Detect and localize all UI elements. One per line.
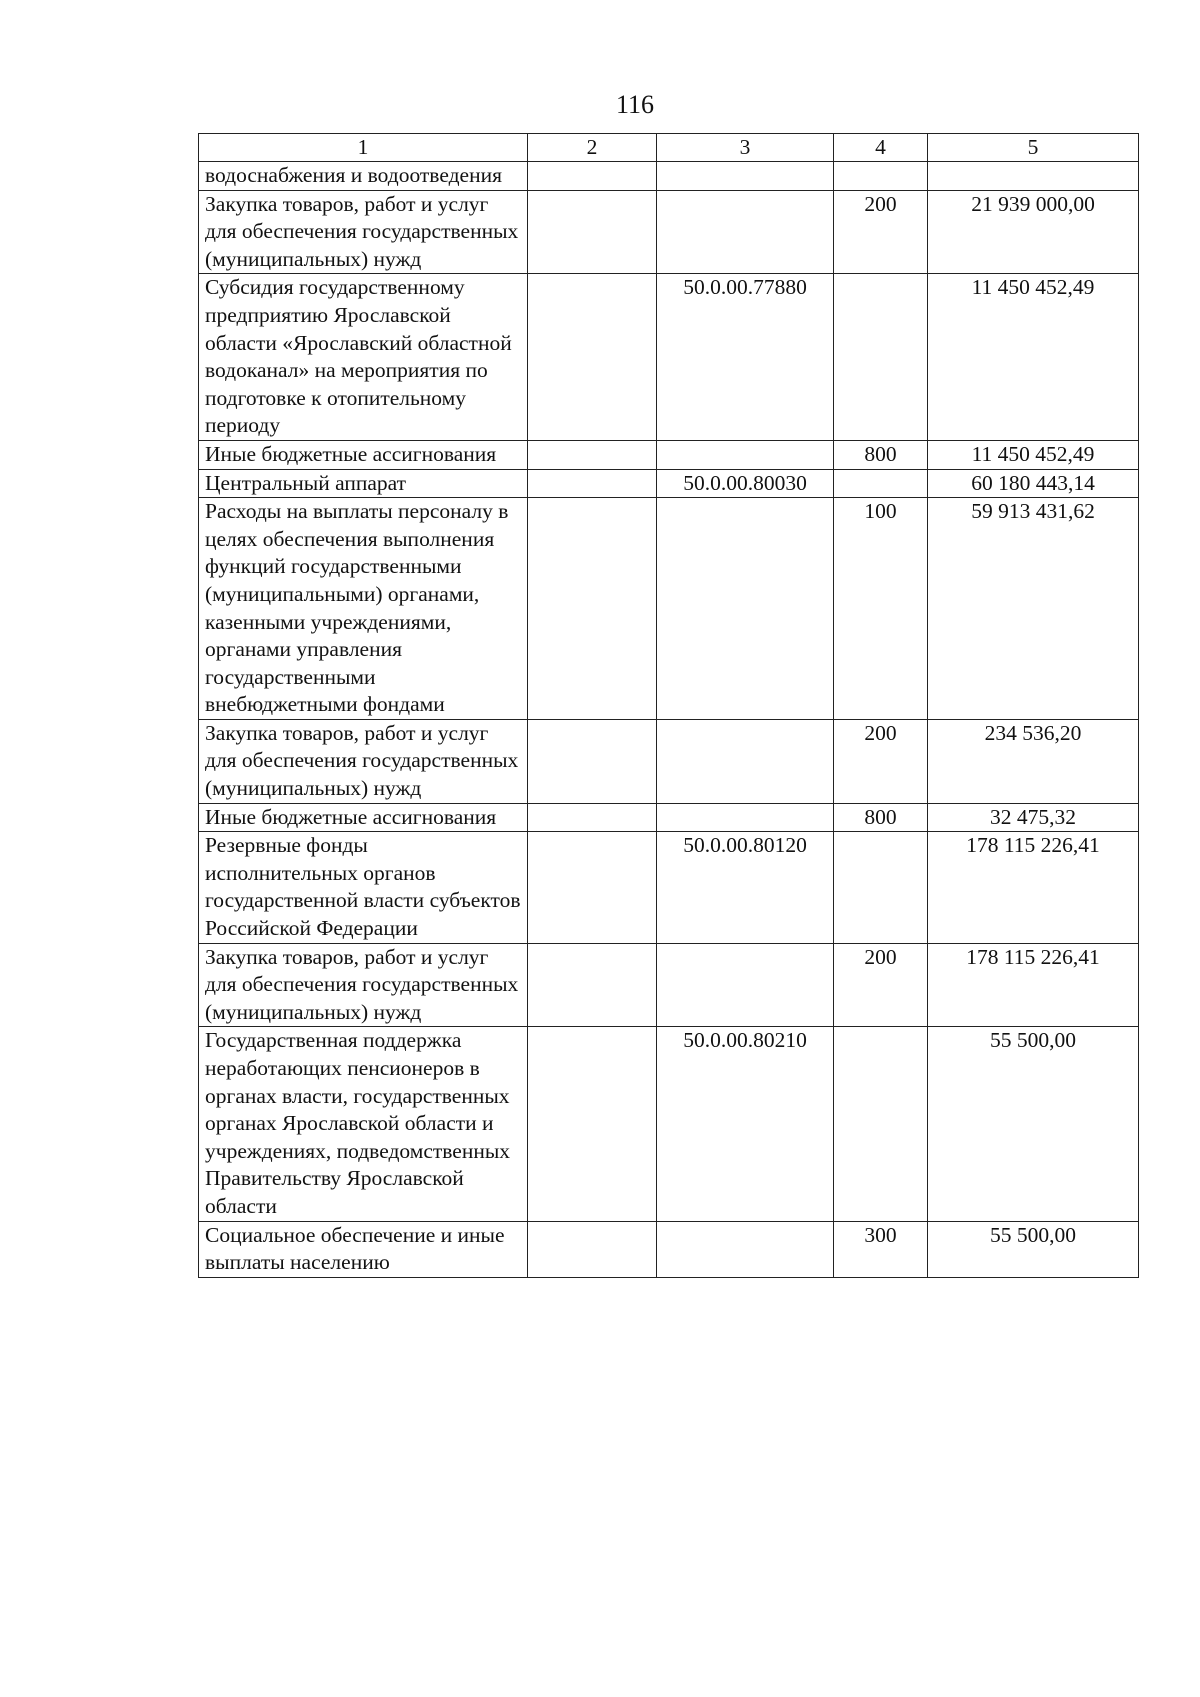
row-amount-cell	[928, 162, 1139, 191]
row-col2-cell	[528, 274, 657, 441]
row-col2-cell	[528, 1027, 657, 1221]
row-code-cell	[657, 719, 834, 803]
row-type-cell: 200	[834, 943, 928, 1027]
row-name-cell: Резервные фонды исполнительных органов государственной власти субъектов Российской Федерации	[199, 832, 528, 943]
table-row	[199, 469, 1139, 498]
row-type-cell: 100	[834, 498, 928, 720]
column-header-4: 4	[834, 134, 928, 162]
page-number: 116	[615, 90, 655, 119]
row-code-cell	[657, 1221, 834, 1277]
row-type-cell: 200	[834, 190, 928, 274]
table-row	[199, 943, 1139, 1027]
row-col2-cell	[528, 803, 657, 832]
row-code-cell	[657, 943, 834, 1027]
row-name-cell: Закупка товаров, работ и услуг для обеспечения государственных (муниципальных) нужд	[199, 943, 528, 1027]
row-type-cell	[834, 162, 928, 191]
row-name-cell: Закупка товаров, работ и услуг для обеспечения государственных (муниципальных) нужд	[199, 190, 528, 274]
budget-table	[198, 133, 1139, 1278]
row-col2-cell	[528, 190, 657, 274]
row-amount-cell: 32 475,32	[928, 803, 1139, 832]
row-type-cell: 200	[834, 719, 928, 803]
row-amount-cell: 11 450 452,49	[928, 440, 1139, 469]
row-name-cell: Закупка товаров, работ и услуг для обеспечения государственных (муниципальных) нужд	[199, 719, 528, 803]
row-col2-cell	[528, 162, 657, 191]
column-header-5: 5	[928, 134, 1139, 162]
column-header-1: 1	[199, 134, 528, 162]
table-row	[199, 832, 1139, 943]
row-code-cell	[657, 440, 834, 469]
table-row	[199, 190, 1139, 274]
row-amount-cell: 55 500,00	[928, 1221, 1139, 1277]
row-name-cell: Расходы на выплаты персоналу в целях обеспечения выполнения функций государственными (муниципальными) органами, казенными учреждениями, органами управления государственными внебюджетными фондами	[199, 498, 528, 720]
row-code-cell: 50.0.00.80210	[657, 1027, 834, 1221]
row-name-cell: водоснабжения и водоотведения	[199, 162, 528, 191]
row-name-cell: Субсидия государственному предприятию Ярославской области «Ярославский областной водоканал» на мероприятия по подготовке к отопительному периоду	[199, 274, 528, 441]
row-col2-cell	[528, 943, 657, 1027]
row-code-cell: 50.0.00.80120	[657, 832, 834, 943]
row-code-cell	[657, 162, 834, 191]
table-row	[199, 1027, 1139, 1221]
row-type-cell	[834, 274, 928, 441]
table-row	[199, 1221, 1139, 1277]
row-name-cell: Иные бюджетные ассигнования	[199, 440, 528, 469]
row-code-cell: 50.0.00.77880	[657, 274, 834, 441]
row-amount-cell: 178 115 226,41	[928, 943, 1139, 1027]
row-code-cell	[657, 803, 834, 832]
row-amount-cell: 234 536,20	[928, 719, 1139, 803]
row-amount-cell: 55 500,00	[928, 1027, 1139, 1221]
row-code-cell	[657, 498, 834, 720]
table-row	[199, 162, 1139, 191]
column-header-3: 3	[657, 134, 834, 162]
row-col2-cell	[528, 1221, 657, 1277]
row-col2-cell	[528, 498, 657, 720]
row-name-cell: Иные бюджетные ассигнования	[199, 803, 528, 832]
row-name-cell: Государственная поддержка неработающих пенсионеров в органах власти, государственных органах Ярославской области и учреждениях, подведомственных Правительству Ярославской области	[199, 1027, 528, 1221]
row-amount-cell: 60 180 443,14	[928, 469, 1139, 498]
table-row	[199, 498, 1139, 720]
column-header-2: 2	[528, 134, 657, 162]
row-name-cell: Социальное обеспечение и иные выплаты населению	[199, 1221, 528, 1277]
row-col2-cell	[528, 719, 657, 803]
row-col2-cell	[528, 832, 657, 943]
row-amount-cell: 178 115 226,41	[928, 832, 1139, 943]
row-type-cell	[834, 1027, 928, 1221]
row-type-cell: 800	[834, 440, 928, 469]
table-row	[199, 803, 1139, 832]
row-code-cell: 50.0.00.80030	[657, 469, 834, 498]
row-name-cell: Центральный аппарат	[199, 469, 528, 498]
row-type-cell: 800	[834, 803, 928, 832]
row-amount-cell: 21 939 000,00	[928, 190, 1139, 274]
row-code-cell	[657, 190, 834, 274]
header-row	[199, 134, 1139, 162]
row-amount-cell: 11 450 452,49	[928, 274, 1139, 441]
row-type-cell: 300	[834, 1221, 928, 1277]
table-row	[199, 440, 1139, 469]
row-col2-cell	[528, 469, 657, 498]
table-row	[199, 719, 1139, 803]
table-row	[199, 274, 1139, 441]
row-amount-cell: 59 913 431,62	[928, 498, 1139, 720]
row-type-cell	[834, 469, 928, 498]
row-col2-cell	[528, 440, 657, 469]
row-type-cell	[834, 832, 928, 943]
